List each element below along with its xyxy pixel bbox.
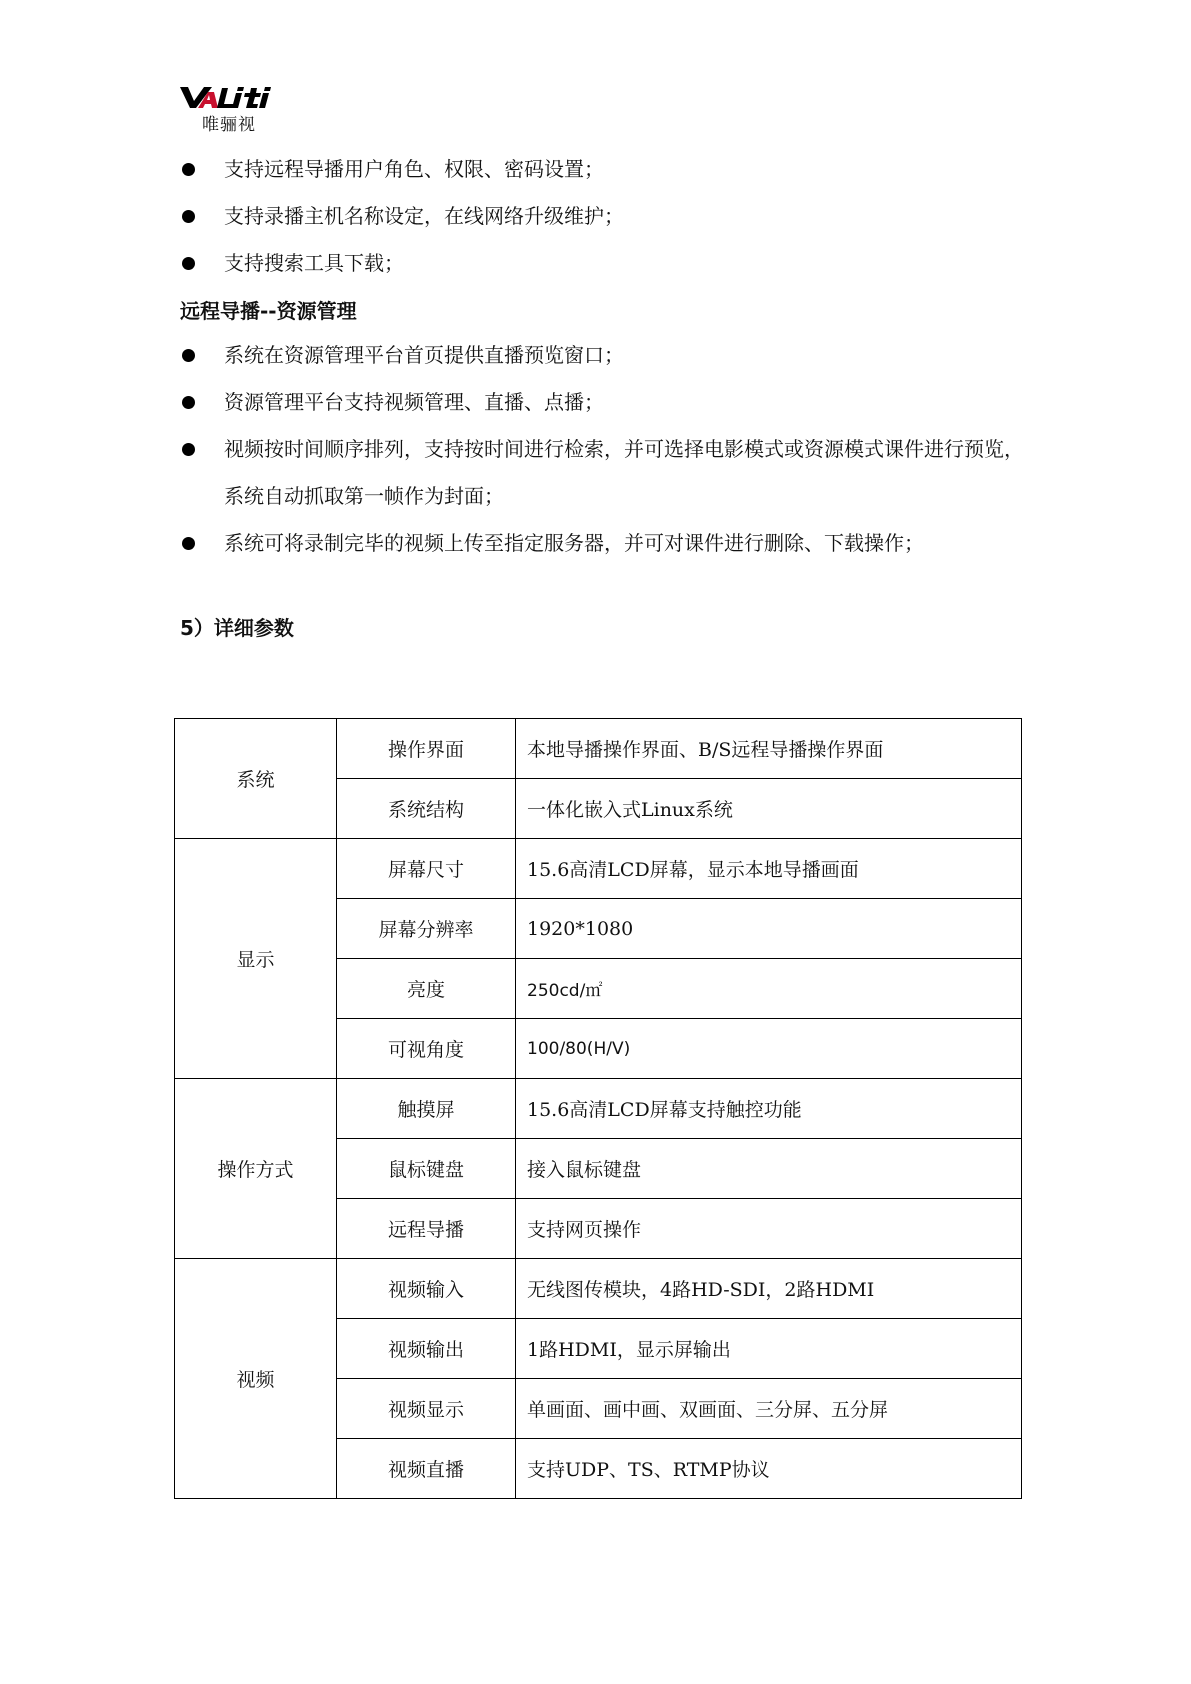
table-item: 视频输出 (337, 1319, 516, 1379)
list-item (180, 426, 1040, 520)
bullet-dot-icon (182, 443, 195, 456)
table-value: 250cd/㎡ (516, 959, 1022, 1019)
list-item (180, 193, 1040, 240)
table-value: 接入鼠标键盘 (516, 1139, 1022, 1199)
table-value: 100/80(H/V) (516, 1019, 1022, 1079)
feature-list-remote (180, 146, 1040, 287)
list-item (180, 240, 1040, 287)
table-category: 视频 (175, 1259, 337, 1499)
table-item: 可视角度 (337, 1019, 516, 1079)
feature-list-resources (180, 332, 1040, 567)
table-value: 15.6高清LCD屏幕支持触控功能 (516, 1079, 1022, 1139)
table-item: 视频输入 (337, 1259, 516, 1319)
brand-logo-mark (178, 84, 278, 110)
bullet-dot-icon (182, 396, 195, 409)
brand-subtitle: 唯骊视 (202, 115, 256, 135)
list-item (180, 520, 1040, 567)
table-value: 支持网页操作 (516, 1199, 1022, 1259)
table-row (175, 839, 1022, 899)
list-item-text: 资源管理平台支持视频管理、直播、点播； (224, 390, 604, 414)
table-value: 15.6高清LCD屏幕，显示本地导播画面 (516, 839, 1022, 899)
table-value: 1路HDMI，显示屏输出 (516, 1319, 1022, 1379)
list-item (180, 146, 1040, 193)
table-item: 远程导播 (337, 1199, 516, 1259)
table-item: 视频直播 (337, 1439, 516, 1499)
table-row (175, 1259, 1022, 1319)
list-item-text: 支持远程导播用户角色、权限、密码设置； (224, 157, 604, 181)
table-value: 一体化嵌入式Linux系统 (516, 779, 1022, 839)
list-item-text: 系统可将录制完毕的视频上传至指定服务器，并可对课件进行删除、下载操作； (224, 531, 924, 555)
bullet-dot-icon (182, 257, 195, 270)
table-value: 单画面、画中画、双画面、三分屏、五分屏 (516, 1379, 1022, 1439)
brand-logo (178, 84, 288, 134)
bullet-dot-icon (182, 163, 195, 176)
table-item: 操作界面 (337, 719, 516, 779)
list-item (180, 332, 1040, 379)
list-item-text: 视频按时间顺序排列，支持按时间进行检索，并可选择电影模式或资源模式课件进行预览，系统自动抓取第一帧作为封面； (224, 437, 1024, 508)
list-item-text: 支持录播主机名称设定，在线网络升级维护； (224, 204, 624, 228)
table-value: 本地导播操作界面、B/S远程导播操作界面 (516, 719, 1022, 779)
bullet-dot-icon (182, 537, 195, 550)
table-value: 支持UDP、TS、RTMP协议 (516, 1439, 1022, 1499)
table-item: 系统结构 (337, 779, 516, 839)
section-heading-resource-management: 远程导播--资源管理 (180, 299, 357, 323)
bullet-dot-icon (182, 349, 195, 362)
table-value: 无线图传模块，4路HD-SDI，2路HDMI (516, 1259, 1022, 1319)
table-item: 亮度 (337, 959, 516, 1019)
list-item-text: 系统在资源管理平台首页提供直播预览窗口； (224, 343, 624, 367)
table-item: 视频显示 (337, 1379, 516, 1439)
list-item-text: 支持搜索工具下载； (224, 251, 404, 275)
table-row (175, 1079, 1022, 1139)
table-item: 屏幕分辨率 (337, 899, 516, 959)
table-item: 屏幕尺寸 (337, 839, 516, 899)
spec-table (174, 718, 1022, 1499)
table-category: 系统 (175, 719, 337, 839)
section-heading-detailed-params: 5）详细参数 (180, 616, 294, 640)
table-category: 显示 (175, 839, 337, 1079)
table-category: 操作方式 (175, 1079, 337, 1259)
table-row (175, 719, 1022, 779)
table-value: 1920*1080 (516, 899, 1022, 959)
table-item: 触摸屏 (337, 1079, 516, 1139)
table-item: 鼠标键盘 (337, 1139, 516, 1199)
list-item (180, 379, 1040, 426)
bullet-dot-icon (182, 210, 195, 223)
